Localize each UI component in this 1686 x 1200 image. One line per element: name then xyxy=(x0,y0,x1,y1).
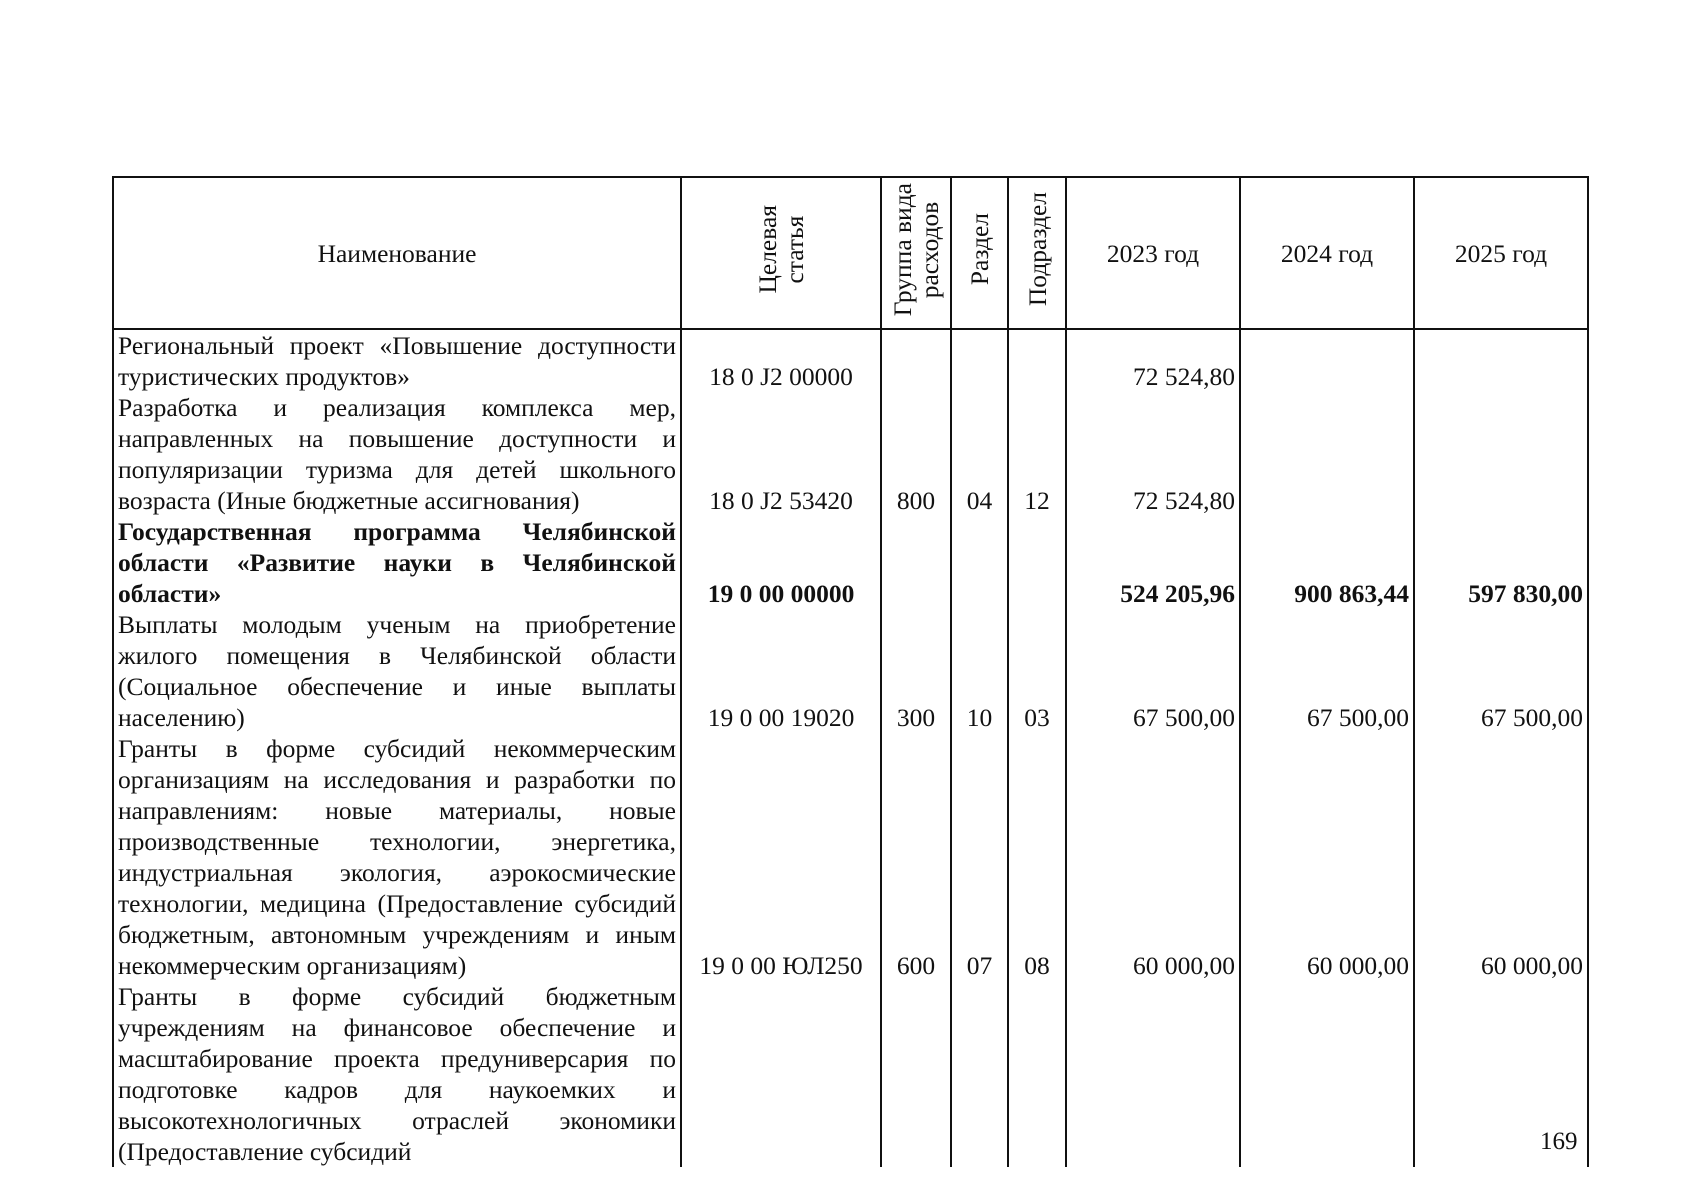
row-target-article: 18 0 J2 00000 xyxy=(681,329,881,392)
row-subsection: 12 xyxy=(1008,392,1066,516)
row-section xyxy=(951,981,1008,1167)
row-target-article: 18 0 J2 53420 xyxy=(681,392,881,516)
row-amount-2023: 72 524,80 xyxy=(1066,329,1240,392)
budget-table xyxy=(112,176,1589,1167)
row-subsection: 03 xyxy=(1008,609,1066,733)
row-section: 10 xyxy=(951,609,1008,733)
row-section xyxy=(951,516,1008,609)
row-amount-2024 xyxy=(1240,329,1414,392)
row-expense-group: 600 xyxy=(881,733,951,981)
row-expense-group: 300 xyxy=(881,609,951,733)
row-section: 07 xyxy=(951,733,1008,981)
row-target-article xyxy=(681,981,881,1167)
header-section: Раздел xyxy=(951,177,1008,329)
row-name: Гранты в форме субсидий бюджетным учреждениям на финансовое обеспечение и масштабирование проекта предуниверсария по подготовке кадров для наукоемких и высокотехнологичных отраслей экономики (Предоставление субсидий xyxy=(113,981,681,1167)
row-amount-2024 xyxy=(1240,392,1414,516)
row-amount-2023 xyxy=(1066,981,1240,1167)
row-target-article: 19 0 00 ЮЛ250 xyxy=(681,733,881,981)
row-amount-2025: 60 000,00 xyxy=(1414,733,1588,981)
row-amount-2025 xyxy=(1414,392,1588,516)
row-amount-2023: 60 000,00 xyxy=(1066,733,1240,981)
row-name: Гранты в форме субсидий некоммерческим организациям на исследования и разработки по направлениям: новые материалы, новые производственные технологии, энергетика, индустриальная экология, аэрокосмические технологии, медицина (Предоставление субсидий бюджетным, автономным учреждениям и иным некоммерческим организациям) xyxy=(113,733,681,981)
page-number: 169 xyxy=(1540,1128,1578,1155)
table-row xyxy=(113,981,1588,1167)
table-row xyxy=(113,516,1588,609)
header-year-2025: 2025 год xyxy=(1414,177,1588,329)
row-section xyxy=(951,329,1008,392)
row-subsection xyxy=(1008,329,1066,392)
row-name: Выплаты молодым ученым на приобретение жилого помещения в Челябинской области (Социальное обеспечение и иные выплаты населению) xyxy=(113,609,681,733)
header-name: Наименование xyxy=(113,177,681,329)
row-subsection xyxy=(1008,516,1066,609)
row-amount-2024 xyxy=(1240,981,1414,1167)
header-year-2024: 2024 год xyxy=(1240,177,1414,329)
row-amount-2024: 67 500,00 xyxy=(1240,609,1414,733)
row-name: Государственная программа Челябинской области «Развитие науки в Челябинской области» xyxy=(113,516,681,609)
row-section: 04 xyxy=(951,392,1008,516)
row-expense-group xyxy=(881,981,951,1167)
header-year-2023: 2023 год xyxy=(1066,177,1240,329)
table-row xyxy=(113,609,1588,733)
header-subsection: Подраздел xyxy=(1008,177,1066,329)
row-expense-group xyxy=(881,516,951,609)
table-header-row xyxy=(113,177,1588,329)
row-amount-2023: 524 205,96 xyxy=(1066,516,1240,609)
table-row xyxy=(113,329,1588,392)
row-target-article: 19 0 00 00000 xyxy=(681,516,881,609)
row-amount-2024: 60 000,00 xyxy=(1240,733,1414,981)
row-amount-2025: 597 830,00 xyxy=(1414,516,1588,609)
row-amount-2023: 72 524,80 xyxy=(1066,392,1240,516)
row-name: Региональный проект «Повышение доступности туристических продуктов» xyxy=(113,329,681,392)
row-expense-group: 800 xyxy=(881,392,951,516)
row-amount-2023: 67 500,00 xyxy=(1066,609,1240,733)
row-subsection: 08 xyxy=(1008,733,1066,981)
table-row xyxy=(113,392,1588,516)
row-amount-2024: 900 863,44 xyxy=(1240,516,1414,609)
row-subsection xyxy=(1008,981,1066,1167)
header-expense-group: Группа вида расходов xyxy=(881,177,951,329)
row-target-article: 19 0 00 19020 xyxy=(681,609,881,733)
row-expense-group xyxy=(881,329,951,392)
header-target-article: Целевая статья xyxy=(681,177,881,329)
row-amount-2025 xyxy=(1414,329,1588,392)
row-amount-2025: 67 500,00 xyxy=(1414,609,1588,733)
table-row xyxy=(113,733,1588,981)
row-name: Разработка и реализация комплекса мер, направленных на повышение доступности и популяризации туризма для детей школьного возраста (Иные бюджетные ассигнования) xyxy=(113,392,681,516)
